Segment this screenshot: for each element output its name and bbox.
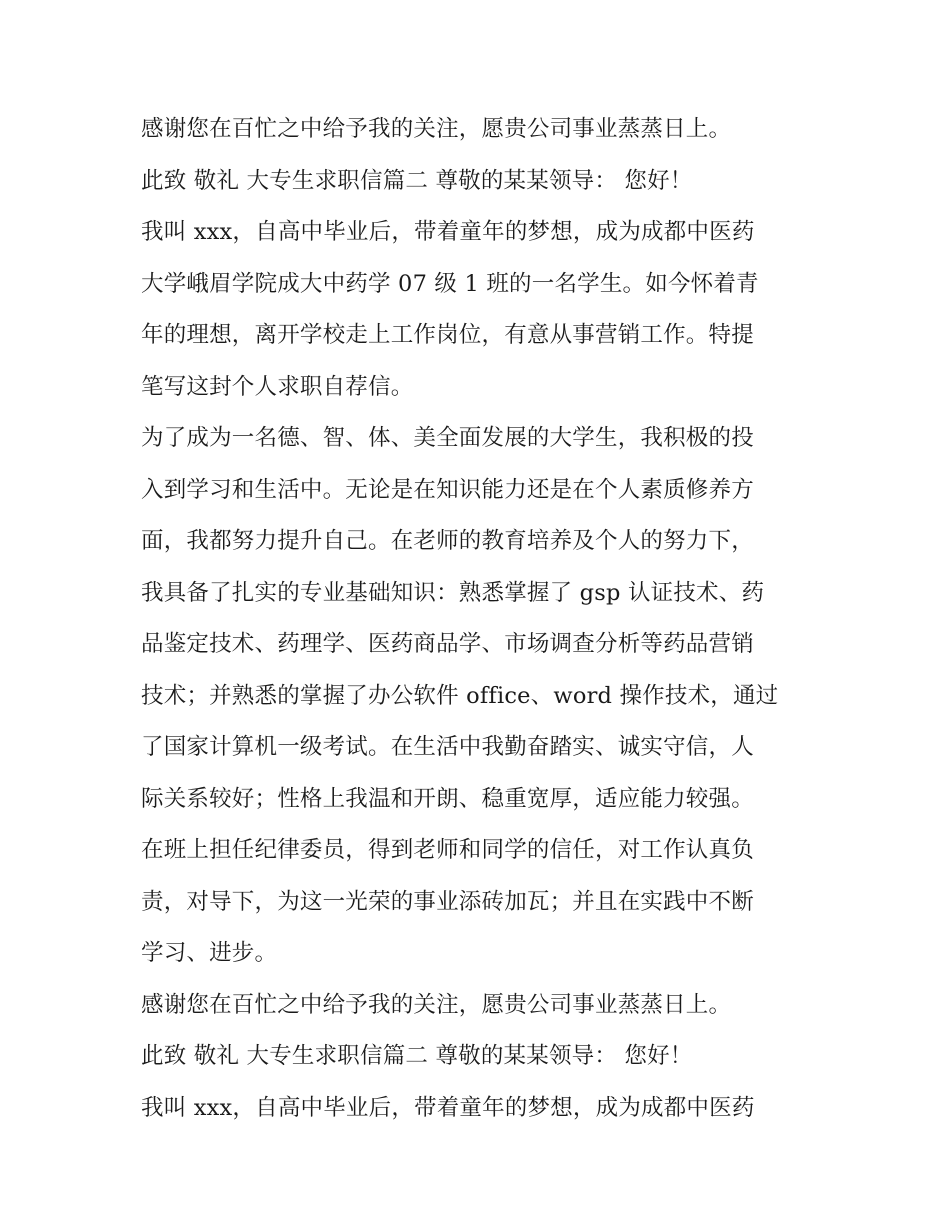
text-line: 责，对导下，为这一光荣的事业添砖加瓦；并且在实践中不断 xyxy=(141,888,754,915)
text-line: 大学峨眉学院成大中药学 07 级 1 班的一名学生。如今怀着青 xyxy=(141,270,759,297)
text-line: 入到学习和生活中。无论是在知识能力还是在个人素质修养方 xyxy=(141,476,754,503)
text-line: 学习、进步。 xyxy=(141,940,278,966)
text-line: 为了成为一名德、智、体、美全面发展的大学生，我积极的投 xyxy=(141,425,754,451)
text-line: 此致 敬礼 大专生求职信篇二 尊敬的某某领导： 您好！ xyxy=(141,167,693,194)
text-line: 笔写这封个人求职自荐信。 xyxy=(141,373,414,400)
text-line: 技术；并熟悉的掌握了办公软件 office、word 操作技术，通过 xyxy=(141,682,779,709)
text-line: 面，我都努力提升自己。在老师的教育培养及个人的努力下， xyxy=(141,528,754,554)
text-line: 品鉴定技术、药理学、医药商品学、市场调查分析等药品营销 xyxy=(141,631,754,657)
text-line: 感谢您在百忙之中给予我的关注，愿贵公司事业蒸蒸日上。 xyxy=(141,991,732,1018)
text-line: 际关系较好；性格上我温和开朗、稳重宽厚，适应能力较强。 xyxy=(141,785,754,812)
text-line: 我叫 xxx，自高中毕业后，带着童年的梦想，成为成都中医药 xyxy=(141,219,755,245)
text-line: 年的理想，离开学校走上工作岗位，有意从事营销工作。特提 xyxy=(141,322,754,348)
text-line: 我具备了扎实的专业基础知识：熟悉掌握了 gsp 认证技术、药 xyxy=(141,579,765,606)
text-line: 感谢您在百忙之中给予我的关注，愿贵公司事业蒸蒸日上。 xyxy=(141,116,732,142)
text-line: 在班上担任纪律委员，得到老师和同学的信任，对工作认真负 xyxy=(141,837,754,863)
text-line: 我叫 xxx，自高中毕业后，带着童年的梦想，成为成都中医药 xyxy=(141,1094,755,1121)
text-line: 了国家计算机一级考试。在生活中我勤奋踏实、诚实守信，人 xyxy=(141,734,754,760)
text-line: 此致 敬礼 大专生求职信篇二 尊敬的某某领导： 您好！ xyxy=(141,1043,693,1069)
document-body xyxy=(141,107,831,1137)
